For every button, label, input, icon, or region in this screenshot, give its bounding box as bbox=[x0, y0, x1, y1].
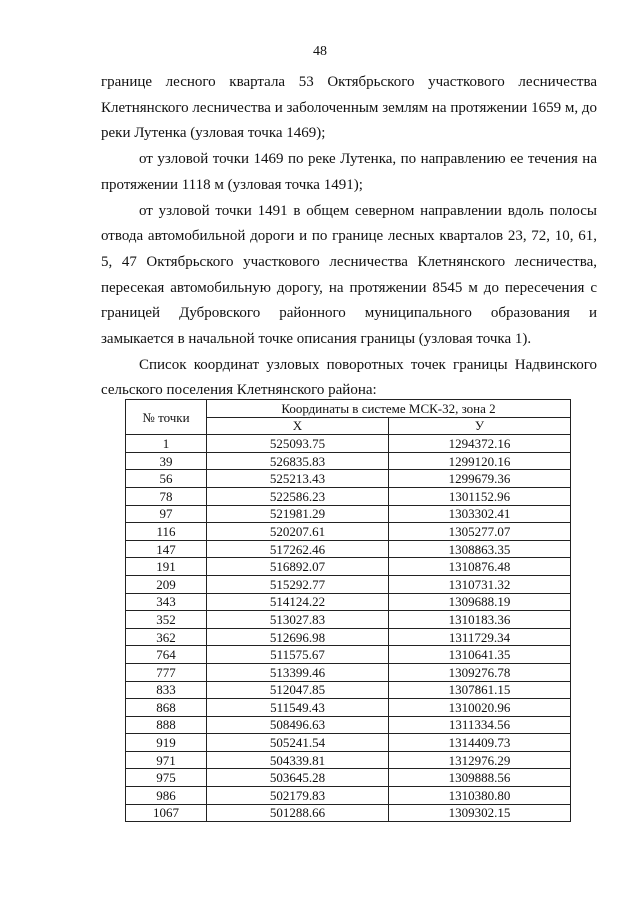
y-coordinate-cell: 1310380.80 bbox=[389, 787, 571, 805]
point-number-cell: 352 bbox=[126, 611, 207, 629]
x-coordinate-cell: 515292.77 bbox=[207, 575, 389, 593]
point-number-cell: 986 bbox=[126, 787, 207, 805]
x-coordinate-cell: 508496.63 bbox=[207, 716, 389, 734]
table-row bbox=[126, 804, 571, 822]
y-coordinate-cell: 1301152.96 bbox=[389, 487, 571, 505]
table-row bbox=[126, 769, 571, 787]
x-coordinate-cell: 517262.46 bbox=[207, 540, 389, 558]
point-number-cell: 919 bbox=[126, 734, 207, 752]
table-row bbox=[126, 505, 571, 523]
coordinates-table-body bbox=[126, 435, 571, 822]
y-coordinate-cell: 1314409.73 bbox=[389, 734, 571, 752]
point-number-cell: 777 bbox=[126, 663, 207, 681]
coordinates-table bbox=[125, 399, 571, 822]
x-coordinate-cell: 525213.43 bbox=[207, 470, 389, 488]
table-row bbox=[126, 435, 571, 453]
y-coordinate-cell: 1312976.29 bbox=[389, 751, 571, 769]
table-row bbox=[126, 611, 571, 629]
point-number-cell: 833 bbox=[126, 681, 207, 699]
y-coordinate-cell: 1299120.16 bbox=[389, 452, 571, 470]
table-row bbox=[126, 787, 571, 805]
x-coordinate-cell: 514124.22 bbox=[207, 593, 389, 611]
point-number-cell: 97 bbox=[126, 505, 207, 523]
point-number-cell: 116 bbox=[126, 523, 207, 541]
table-row bbox=[126, 628, 571, 646]
x-coordinate-cell: 525093.75 bbox=[207, 435, 389, 453]
table-row bbox=[126, 470, 571, 488]
paragraph-coordinates-intro: Список координат узловых поворотных точек границы Надвинского сельского поселения Клетнянского района: bbox=[101, 356, 597, 399]
y-coordinate-cell: 1310731.32 bbox=[389, 575, 571, 593]
point-number-cell: 888 bbox=[126, 716, 207, 734]
header-coordinate-system: Координаты в системе МСК-32, зона 2 bbox=[207, 400, 571, 418]
point-number-cell: 147 bbox=[126, 540, 207, 558]
x-coordinate-cell: 502179.83 bbox=[207, 787, 389, 805]
table-row bbox=[126, 540, 571, 558]
y-coordinate-cell: 1305277.07 bbox=[389, 523, 571, 541]
point-number-cell: 39 bbox=[126, 452, 207, 470]
point-number-cell: 1067 bbox=[126, 804, 207, 822]
x-coordinate-cell: 513027.83 bbox=[207, 611, 389, 629]
point-number-cell: 975 bbox=[126, 769, 207, 787]
y-coordinate-cell: 1299679.36 bbox=[389, 470, 571, 488]
table-row bbox=[126, 593, 571, 611]
table-row bbox=[126, 558, 571, 576]
table-row bbox=[126, 452, 571, 470]
header-y: У bbox=[389, 417, 571, 435]
point-number-cell: 56 bbox=[126, 470, 207, 488]
header-x: X bbox=[207, 417, 389, 435]
y-coordinate-cell: 1307861.15 bbox=[389, 681, 571, 699]
table-row bbox=[126, 575, 571, 593]
x-coordinate-cell: 504339.81 bbox=[207, 751, 389, 769]
table-row bbox=[126, 646, 571, 664]
y-coordinate-cell: 1310020.96 bbox=[389, 699, 571, 717]
x-coordinate-cell: 505241.54 bbox=[207, 734, 389, 752]
x-coordinate-cell: 511549.43 bbox=[207, 699, 389, 717]
x-coordinate-cell: 512696.98 bbox=[207, 628, 389, 646]
point-number-cell: 191 bbox=[126, 558, 207, 576]
table-row bbox=[126, 681, 571, 699]
page-number: 48 bbox=[313, 44, 327, 59]
y-coordinate-cell: 1310641.35 bbox=[389, 646, 571, 664]
x-coordinate-cell: 513399.46 bbox=[207, 663, 389, 681]
x-coordinate-cell: 503645.28 bbox=[207, 769, 389, 787]
table-row bbox=[126, 734, 571, 752]
x-coordinate-cell: 512047.85 bbox=[207, 681, 389, 699]
y-coordinate-cell: 1310183.36 bbox=[389, 611, 571, 629]
x-coordinate-cell: 511575.67 bbox=[207, 646, 389, 664]
point-number-cell: 971 bbox=[126, 751, 207, 769]
point-number-cell: 1 bbox=[126, 435, 207, 453]
y-coordinate-cell: 1311334.56 bbox=[389, 716, 571, 734]
point-number-cell: 764 bbox=[126, 646, 207, 664]
point-number-cell: 78 bbox=[126, 487, 207, 505]
x-coordinate-cell: 522586.23 bbox=[207, 487, 389, 505]
y-coordinate-cell: 1309888.56 bbox=[389, 769, 571, 787]
y-coordinate-cell: 1310876.48 bbox=[389, 558, 571, 576]
table-row bbox=[126, 716, 571, 734]
y-coordinate-cell: 1294372.16 bbox=[389, 435, 571, 453]
point-number-cell: 868 bbox=[126, 699, 207, 717]
y-coordinate-cell: 1311729.34 bbox=[389, 628, 571, 646]
paragraph-boundary-segment: границе лесного квартала 53 Октябрьского участкового лесничества Клетнянского лесничества и заболоченным землям на протяжении 1659 м, до реки Лутенка (узловая точка 1469); bbox=[101, 74, 597, 142]
x-coordinate-cell: 520207.61 bbox=[207, 523, 389, 541]
table-row bbox=[126, 487, 571, 505]
x-coordinate-cell: 526835.83 bbox=[207, 452, 389, 470]
y-coordinate-cell: 1308863.35 bbox=[389, 540, 571, 558]
table-row bbox=[126, 751, 571, 769]
paragraph-northern-direction: от узловой точки 1491 в общем северном направлении вдоль полосы отвода автомобильной дороги и по границе лесных кварталов 23, 72, 10, 61, 5, 47 Октябрьского участкового лесничества Клетнянского лесничества, пересекая автомобильную дорогу, на протяжении 8545 м до пересечения с границей Дубровского районного муниципального образования и замыкается в начальной точке описания границы (узловая точка 1). bbox=[101, 202, 597, 348]
point-number-cell: 343 bbox=[126, 593, 207, 611]
table-row bbox=[126, 523, 571, 541]
point-number-cell: 362 bbox=[126, 628, 207, 646]
header-point-number: № точки bbox=[126, 400, 207, 435]
table-row bbox=[126, 699, 571, 717]
document-body bbox=[101, 70, 597, 404]
y-coordinate-cell: 1303302.41 bbox=[389, 505, 571, 523]
y-coordinate-cell: 1309688.19 bbox=[389, 593, 571, 611]
y-coordinate-cell: 1309276.78 bbox=[389, 663, 571, 681]
x-coordinate-cell: 516892.07 bbox=[207, 558, 389, 576]
point-number-cell: 209 bbox=[126, 575, 207, 593]
paragraph-lutenka-river: от узловой точки 1469 по реке Лутенка, по направлению ее течения на протяжении 1118 м (узловая точка 1491); bbox=[101, 151, 597, 193]
y-coordinate-cell: 1309302.15 bbox=[389, 804, 571, 822]
x-coordinate-cell: 521981.29 bbox=[207, 505, 389, 523]
table-row bbox=[126, 663, 571, 681]
x-coordinate-cell: 501288.66 bbox=[207, 804, 389, 822]
